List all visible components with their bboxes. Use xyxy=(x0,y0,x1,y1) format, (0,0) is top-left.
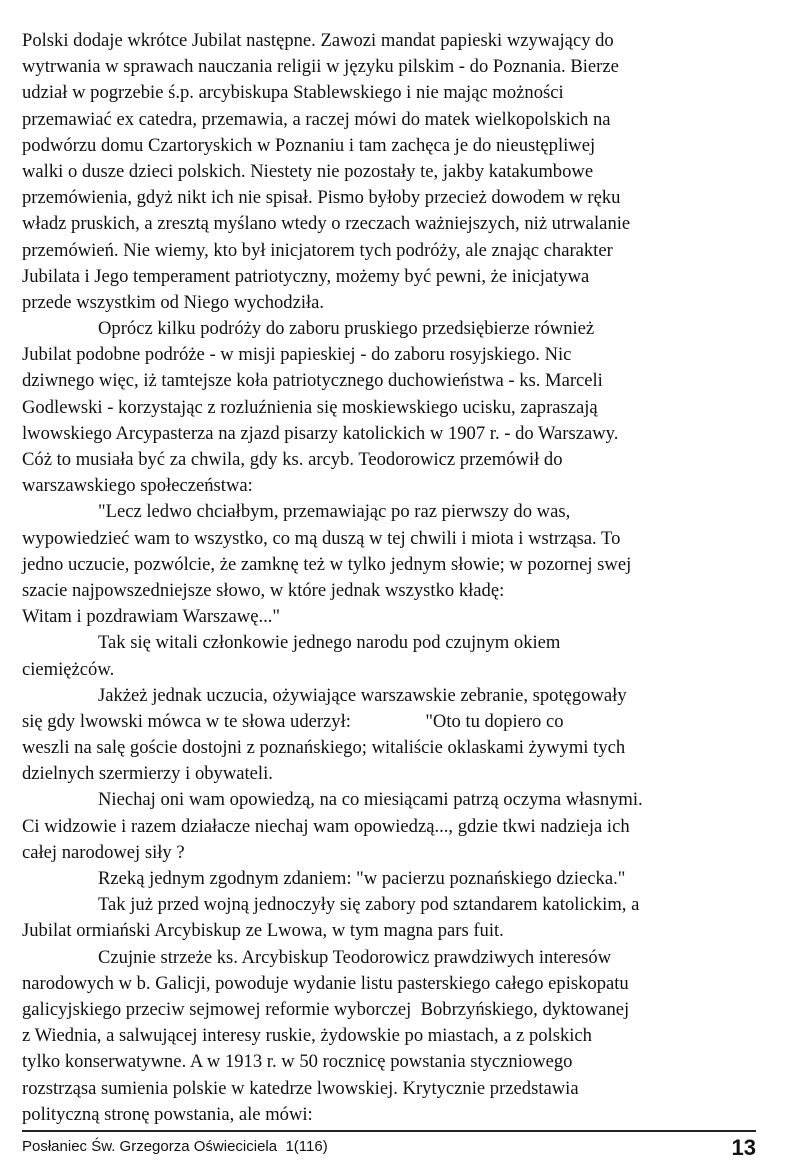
text-line: przemówień. Nie wiemy, kto był inicjatorem tych podróży, ale znając charakter xyxy=(22,239,613,261)
text-line: przemawiać ex catedra, przemawia, a raczej mówi do matek wielkopolskich na xyxy=(22,108,611,130)
footer-divider xyxy=(22,1130,756,1132)
text-line: walki o dusze dzieci polskich. Niestety nie pozostały te, jakby katakumbowe xyxy=(22,160,594,182)
text-line: Polski dodaje wkrótce Jubilat następne. Zawozi mandat papieski wzywający do xyxy=(22,30,614,51)
paragraph-start-line: Rzeką jednym zgodnym zdaniem: "w pacierzu poznańskiego dziecka." xyxy=(98,868,626,889)
text-line: rozstrząsa sumienia polskie w katedrze lwowskiej. Krytycznie przedstawia xyxy=(22,1077,579,1099)
text-line: dziwnego więc, iż tamtejsze koła patriotycznego duchowieństwa - ks. Marceli xyxy=(22,370,603,392)
text-line: przemówienia, gdyż nikt ich nie spisał. Pismo byłoby przecież dowodem w ręku xyxy=(22,187,621,209)
text-line: Jubilata i Jego temperament patriotyczny, możemy być pewni, że inicjatywa xyxy=(22,265,590,287)
text-line: Jubilat podobne podróże - w misji papieskiej - do zaboru rosyjskiego. Nic xyxy=(22,344,572,366)
text-line: polityczną stronę powstania, ale mówi: xyxy=(22,1103,313,1125)
text-line: się gdy lwowski mówca w te słowa uderzył: "Oto tu dopiero co xyxy=(22,710,564,732)
text-line: Cóż to musiała być za chwila, gdy ks. arcyb. Teodorowicz przemówił do xyxy=(22,449,563,470)
text-line: całej narodowej siły ? xyxy=(22,841,185,863)
text-line: szacie najpowszedniejsze słowo, w które jednak wszystko kładę: xyxy=(22,579,505,601)
text-line: podwórzu domu Czartoryskich w Poznaniu i tam zachęca je do nieustępliwej xyxy=(22,134,596,156)
text-line: weszli na salę goście dostojni z poznańskiego; witaliście oklaskami żywymi tych xyxy=(22,737,626,759)
text-line: warszawskiego społeczeństwa: xyxy=(22,475,253,497)
text-line: Jubilat ormiański Arcybiskup ze Lwowa, w tym magna pars fuit. xyxy=(22,920,504,942)
paragraph-start-line: Czujnie strzeże ks. Arcybiskup Teodorowicz prawdziwych interesów xyxy=(98,946,612,968)
text-line: wytrwania w sprawach nauczania religii w języku pilskim - do Poznania. Bierze xyxy=(22,56,619,78)
paragraph-start-line: Jakżeż jednak uczucia, ożywiające warszawskie zebranie, spotęgowały xyxy=(98,684,627,706)
text-line: ciemiężców. xyxy=(22,658,115,680)
text-line: lwowskiego Arcypasterza na zjazd pisarzy katolickich w 1907 r. - do Warszawy. xyxy=(22,422,619,444)
paragraph-start-line: Niechaj oni wam opowiedzą, na co miesiącami patrzą oczyma własnymi. xyxy=(98,789,643,811)
text-line: z Wiednia, a salwującej interesy ruskie, żydowskie po miastach, a z polskich xyxy=(22,1025,592,1047)
page-number: 13 xyxy=(731,1135,756,1160)
text-line: Witam i pozdrawiam Warszawę..." xyxy=(22,606,280,628)
text-line: dzielnych szermierzy i obywateli. xyxy=(22,763,273,785)
paragraph-start-line: Tak się witali członkowie jednego narodu pod czujnym okiem xyxy=(98,632,561,654)
text-line: przede wszystkim od Niego wychodziła. xyxy=(22,291,325,313)
text-line: udział w pogrzebie ś.p. arcybiskupa Stablewskiego i nie mając możności xyxy=(22,82,564,104)
text-line: narodowych w b. Galicji, powoduje wydanie listu pasterskiego całego episkopatu xyxy=(22,972,629,994)
paragraph-start-line: Tak już przed wojną jednoczyły się zabory pod sztandarem katolickim, a xyxy=(98,894,640,916)
text-line: władz pruskich, a zresztą myślano wtedy o rzeczach ważniejszych, niż utrwalanie xyxy=(22,213,631,235)
quote-start-line: "Lecz ledwo chciałbym, przemawiając po raz pierwszy do was, xyxy=(98,501,571,523)
text-line: wypowiedzieć wam to wszystko, co mą duszą w tej chwili i miota i wstrząsa. To xyxy=(22,527,621,549)
text-line: Ci widzowie i razem działacze niechaj wam opowiedzą..., gdzie tkwi nadzieja ich xyxy=(22,815,630,837)
text-line: Godlewski - korzystając z rozluźnienia się moskiewskiego ucisku, zapraszają xyxy=(22,396,598,418)
paragraph-start-line: Oprócz kilku podróży do zaboru pruskiego przedsiębierze również xyxy=(98,318,595,340)
article-text xyxy=(22,28,762,1128)
text-line: tylko konserwatywne. A w 1913 r. w 50 rocznicę powstania styczniowego xyxy=(22,1051,573,1073)
text-line: jedno uczucie, pozwólcie, że zamknę też w tylko jednym słowie; w pozornej swej xyxy=(22,553,632,575)
publication-name: Posłaniec Św. Grzegorza Oświeciciela 1(116) xyxy=(22,1138,328,1155)
text-line: galicyjskiego przeciw sejmowej reformie wyborczej Bobrzyńskiego, dyktowanej xyxy=(22,998,630,1020)
